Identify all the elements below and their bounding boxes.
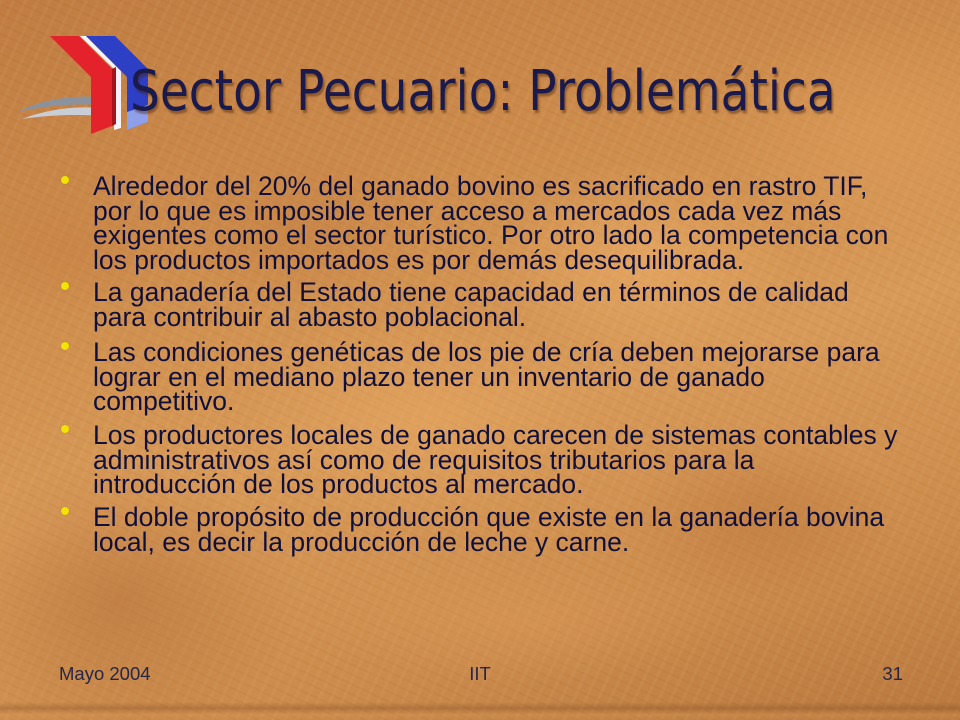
bullet-text-line: local, es decir la producción de leche y carne. — [93, 526, 630, 557]
bullet-text-line: Alrededor del 20% del ganado bovino es sacrificado en rastro TIF, — [93, 171, 868, 201]
logo-grey-swoosh-light — [22, 107, 100, 119]
bullet-text-line: El doble propósito de producción que existe en la ganadería bovina — [93, 502, 885, 532]
bullet-text — [93, 171, 889, 275]
footer-date: Mayo 2004 — [59, 663, 151, 684]
bullet-text-line: introducción de los productos al mercado. — [93, 469, 584, 499]
bullet-text-line: lograr en el mediano plazo tener un inventario de ganado — [93, 361, 765, 392]
bullet-icon — [61, 342, 69, 350]
bullet-text-line: por lo que es imposible tener acceso a mercados cada vez más — [93, 195, 842, 226]
bullet-text-line: los productos importados es por demás desequilibrada. — [93, 244, 745, 275]
bullet-text-line: competitivo. — [93, 386, 235, 416]
bullet-text — [93, 337, 880, 416]
bullet-text-line: Los productores locales de ganado carecen de sistemas contables y — [93, 420, 898, 450]
bullet-text — [93, 420, 898, 499]
bullet-icon — [61, 176, 69, 184]
slide-title: Sector Pecuario: Problemática — [130, 59, 836, 124]
bullet-text — [93, 277, 849, 332]
bullet-text-line: administrativos así como de requisitos tributarios para la — [93, 444, 755, 475]
bullet-text — [93, 502, 885, 557]
bullet-text-line: exigentes como el sector turístico. Por otro lado la competencia con — [93, 220, 889, 250]
bullet-icon — [61, 282, 69, 290]
bullet-text-line: para contribuir al abasto poblacional. — [93, 301, 527, 332]
bottom-band — [0, 702, 960, 720]
footer-center-label: IIT — [469, 663, 491, 684]
logo-red-side — [112, 67, 116, 126]
bullet-icon — [61, 425, 69, 433]
bullet-icon — [61, 507, 69, 515]
slide-number: 31 — [882, 663, 903, 684]
bullet-text-line: Las condiciones genéticas de los pie de cría deben mejorarse para — [93, 337, 880, 367]
bullet-text-line: La ganadería del Estado tiene capacidad en términos de calidad — [93, 277, 849, 307]
